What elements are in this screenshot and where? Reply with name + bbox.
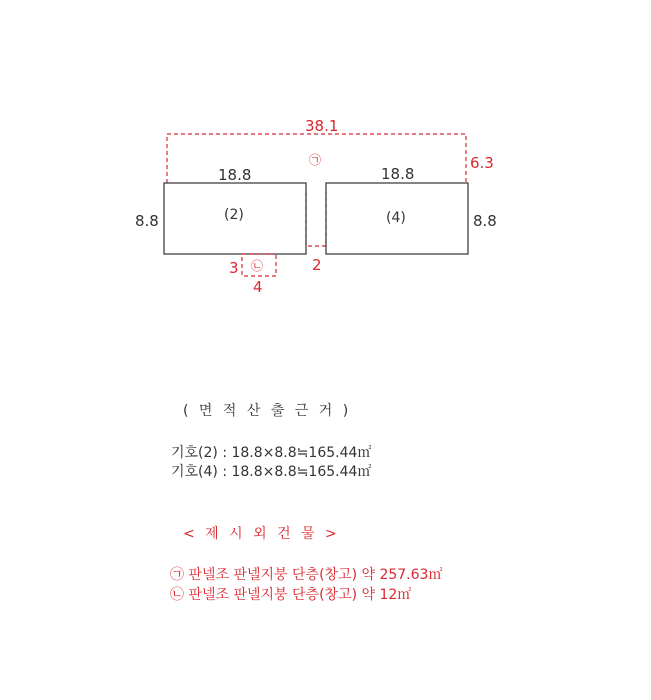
- annex-b-symbol: ㉡: [251, 259, 264, 273]
- calc-line-1: 기호(2) : 18.8×8.8≒165.44㎡: [171, 445, 372, 461]
- building-4-depth-label: 8.8: [473, 212, 497, 230]
- gap-label: 2: [312, 256, 322, 274]
- building-2-label: (2): [224, 207, 244, 223]
- building-4-width-label: 18.8: [381, 165, 415, 183]
- annex-b-depth-label: 3: [229, 259, 239, 277]
- excluded-item-1: ㉠ 판넬조 판넬지붕 단층(창고) 약 257.63㎡: [170, 567, 443, 583]
- building-2-width-label: 18.8: [218, 166, 252, 184]
- building-2-depth-label: 8.8: [135, 212, 159, 230]
- site-diagram: [0, 0, 651, 340]
- building-4-label: (4): [386, 210, 406, 226]
- calc-line-2: 기호(4) : 18.8×8.8≒165.44㎡: [171, 464, 372, 480]
- calc-heading: ( 면 적 산 출 근 거 ): [183, 403, 352, 419]
- annex-b-width-label: 4: [253, 278, 263, 296]
- annex-a-outline: [167, 134, 466, 246]
- excluded-item-2: ㉡ 판넬조 판넬지붕 단층(창고) 약 12㎡: [170, 587, 412, 603]
- total-width-label: 38.1: [305, 117, 339, 135]
- annex-depth-label: 6.3: [470, 154, 494, 172]
- annex-a-symbol: ㉠: [309, 153, 322, 167]
- excluded-heading: < 제 시 외 건 물 >: [183, 526, 340, 542]
